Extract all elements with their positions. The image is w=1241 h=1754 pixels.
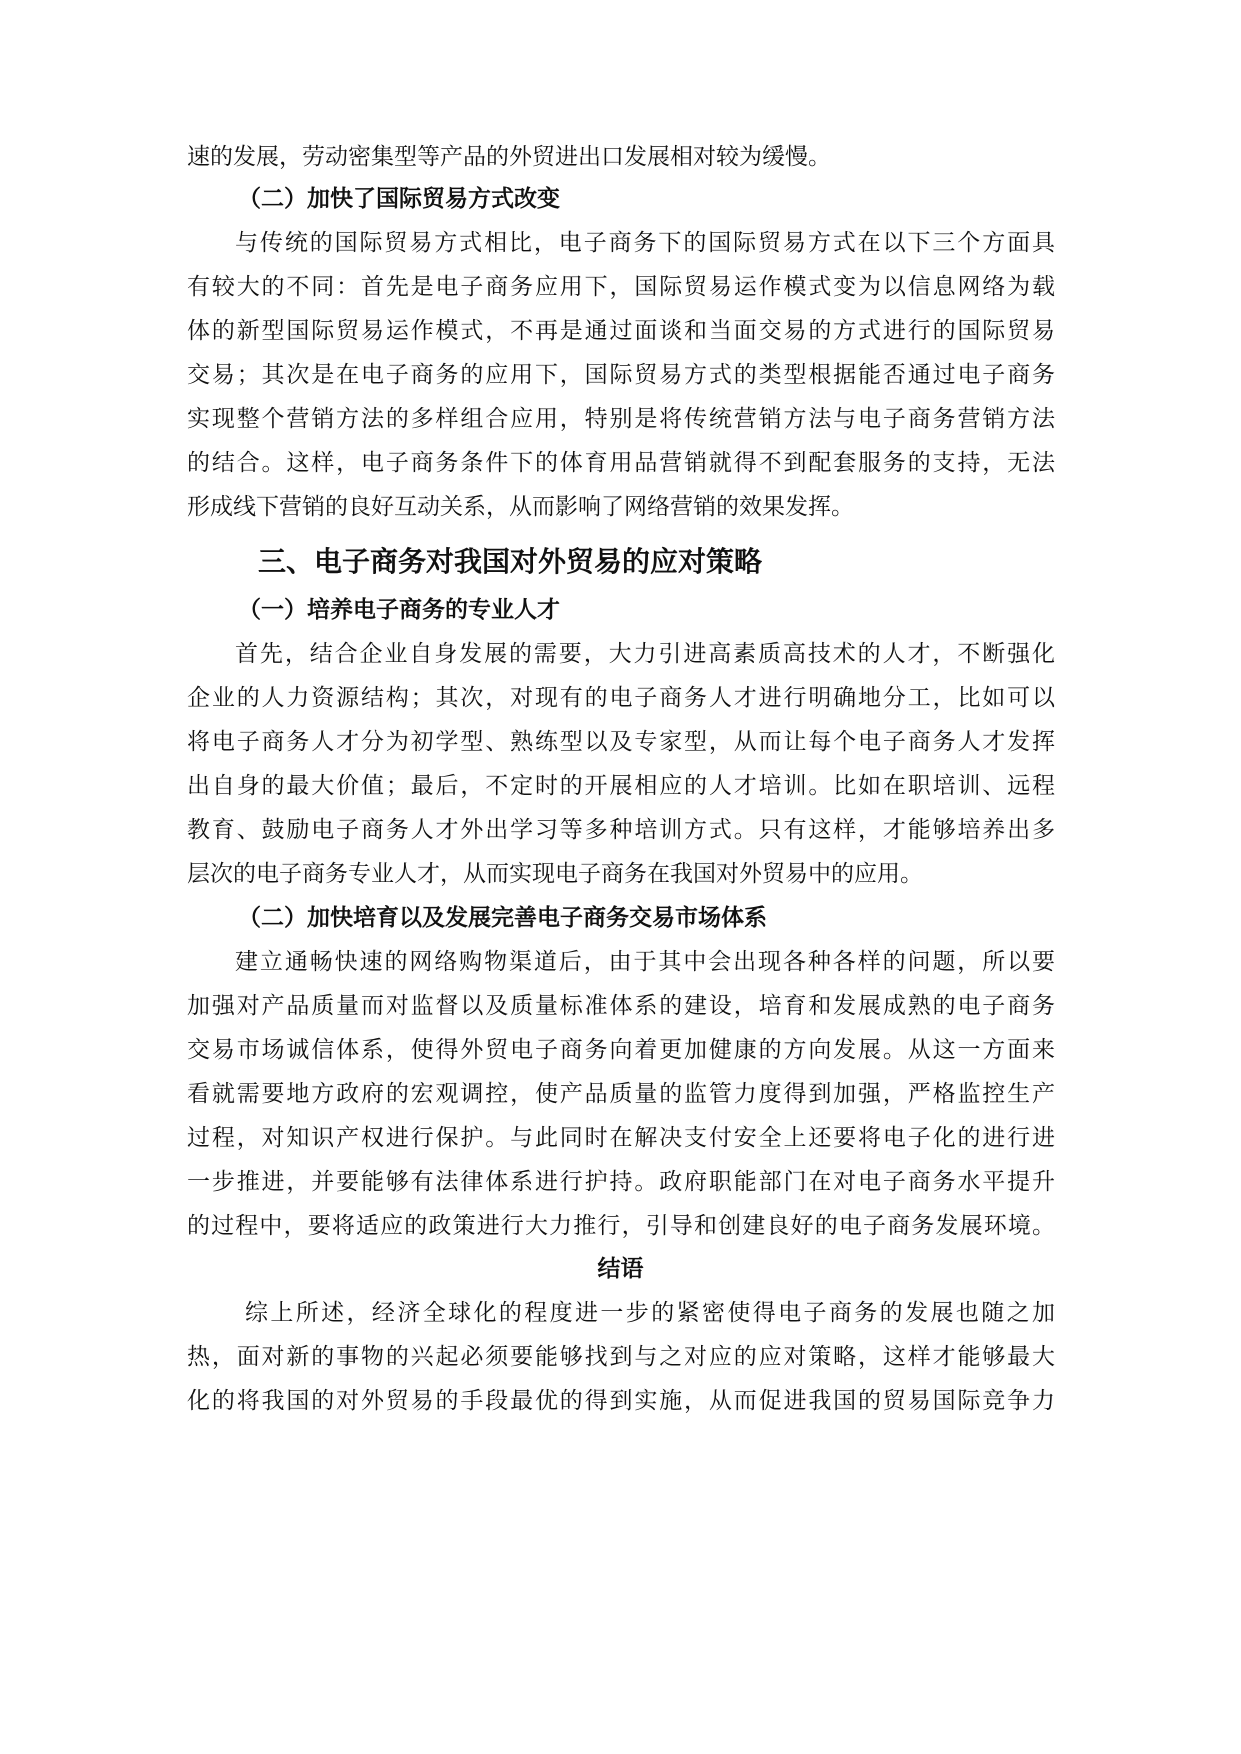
paragraph-line: 企业的人力资源结构；其次，对现有的电子商务人才进行明确地分工，比如可以 [187, 685, 1055, 711]
paragraph-line: 综上所述，经济全球化的程度进一步的紧密使得电子商务的发展也随之加 [245, 1300, 1055, 1326]
paragraph-line: 交易市场诚信体系，使得外贸电子商务向着更加健康的方向发展。从这一方面来 [187, 1037, 1055, 1063]
paragraph-line: 出自身的最大价值；最后，不定时的开展相应的人才培训。比如在职培训、远程 [187, 773, 1055, 799]
paragraph-line: 过程，对知识产权进行保护。与此同时在解决支付安全上还要将电子化的进行进 [187, 1125, 1055, 1151]
paragraph-line: 实现整个营销方法的多样组合应用，特别是将传统营销方法与电子商务营销方法 [187, 406, 1055, 432]
paragraph-line: 速的发展，劳动密集型等产品的外贸进出口发展相对较为缓慢。 [187, 144, 831, 170]
paragraph-line: 化的将我国的对外贸易的手段最优的得到实施，从而促进我国的贸易国际竞争力 [187, 1388, 1055, 1414]
paragraph-line: 形成线下营销的良好互动关系，从而影响了网络营销的效果发挥。 [187, 494, 854, 520]
paragraph-line: 首先，结合企业自身发展的需要，大力引进高素质高技术的人才，不断强化 [235, 641, 1055, 667]
paragraph-line: 建立通畅快速的网络购物渠道后，由于其中会出现各种各样的问题，所以要 [235, 949, 1055, 975]
section-heading-2-2: （二）加快了国际贸易方式改变 [238, 185, 560, 212]
section-heading-3-1: （一）培养电子商务的专业人才 [238, 596, 560, 623]
section-heading-3: 三、电子商务对我国对外贸易的应对策略 [258, 545, 763, 578]
paragraph-line: 交易；其次是在电子商务的应用下，国际贸易方式的类型根据能否通过电子商务 [187, 362, 1055, 388]
paragraph-line: 有较大的不同：首先是电子商务应用下，国际贸易运作模式变为以信息网络为载 [187, 274, 1055, 300]
paragraph-line: 一步推进，并要能够有法律体系进行护持。政府职能部门在对电子商务水平提升 [187, 1169, 1055, 1195]
section-heading-3-2: （二）加快培育以及发展完善电子商务交易市场体系 [238, 904, 767, 931]
paragraph-line: 热，面对新的事物的兴起必须要能够找到与之对应的应对策略，这样才能够最大 [187, 1344, 1055, 1370]
paragraph-line: 加强对产品质量而对监督以及质量标准体系的建设，培育和发展成熟的电子商务 [187, 993, 1055, 1019]
paragraph-line: 体的新型国际贸易运作模式，不再是通过面谈和当面交易的方式进行的国际贸易 [187, 318, 1055, 344]
conclusion-heading: 结语 [597, 1255, 644, 1282]
paragraph-line: 的结合。这样，电子商务条件下的体育用品营销就得不到配套服务的支持，无法 [187, 450, 1055, 476]
paragraph-line: 层次的电子商务专业人才，从而实现电子商务在我国对外贸易中的应用。 [187, 861, 923, 887]
paragraph-line: 看就需要地方政府的宏观调控，使产品质量的监管力度得到加强，严格监控生产 [187, 1081, 1055, 1107]
paragraph-line: 与传统的国际贸易方式相比，电子商务下的国际贸易方式在以下三个方面具 [235, 230, 1055, 256]
paragraph-line: 教育、鼓励电子商务人才外出学习等多种培训方式。只有这样，才能够培养出多 [187, 817, 1055, 843]
paragraph-line: 的过程中，要将适应的政策进行大力推行，引导和创建良好的电子商务发展环境。 [187, 1213, 1055, 1239]
paragraph-line: 将电子商务人才分为初学型、熟练型以及专家型，从而让每个电子商务人才发挥 [187, 729, 1055, 755]
